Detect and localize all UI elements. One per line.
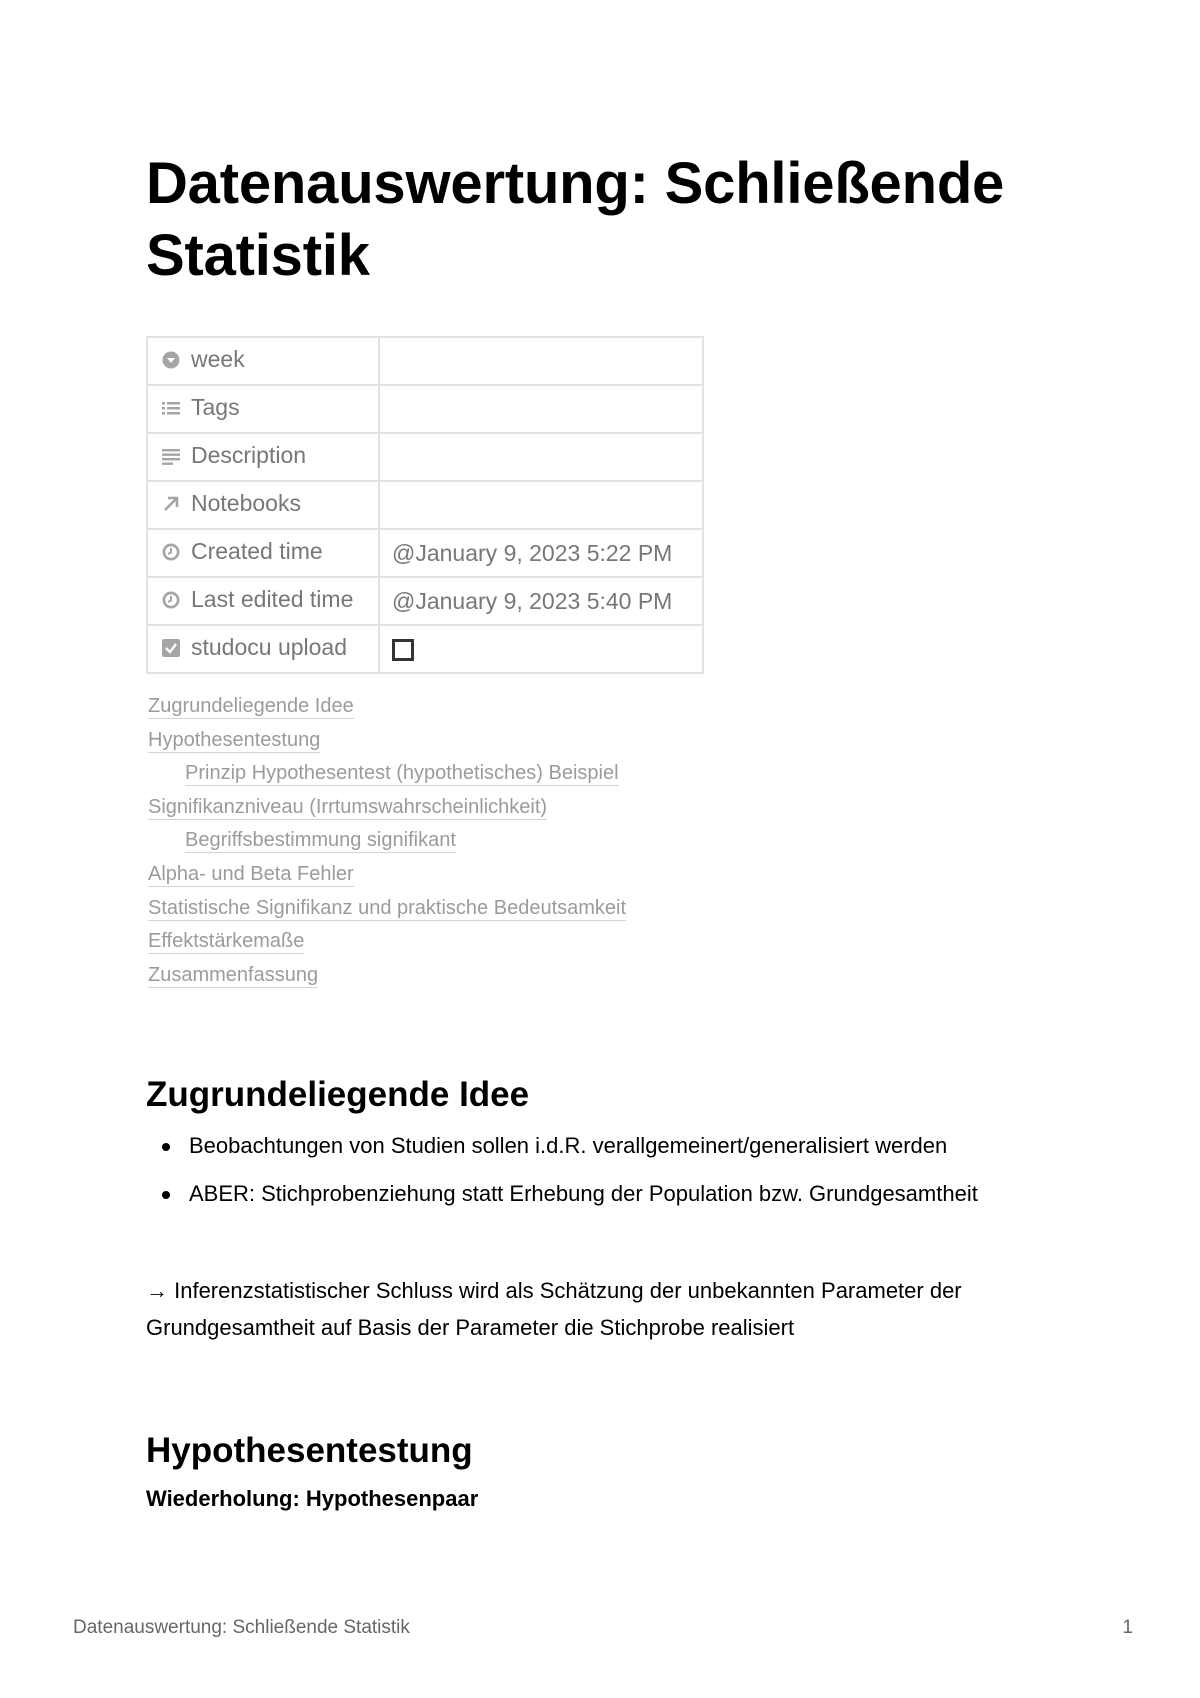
toc-item[interactable] xyxy=(148,925,626,959)
studocu-upload-checkbox[interactable] xyxy=(392,639,414,661)
toc-item[interactable] xyxy=(148,858,626,892)
text-icon xyxy=(160,445,182,467)
toc-link[interactable]: Statistische Signifikanz und praktische Bedeutsamkeit xyxy=(148,896,627,919)
clock-icon xyxy=(160,541,182,563)
property-row-week[interactable] xyxy=(147,337,703,385)
property-row-created-time[interactable] xyxy=(147,529,703,577)
property-value[interactable] xyxy=(379,481,703,529)
property-value[interactable] xyxy=(379,433,703,481)
footer-title: Datenauswertung: Schließende Statistik xyxy=(73,1617,410,1638)
property-value[interactable] xyxy=(379,337,703,385)
select-icon xyxy=(160,349,182,371)
property-name: Last edited time xyxy=(191,586,354,613)
toc-item[interactable] xyxy=(148,892,626,926)
toc-link[interactable]: Zugrundeliegende Idee xyxy=(148,695,354,717)
toc-item[interactable] xyxy=(148,824,626,858)
property-row-last-edited-time[interactable] xyxy=(147,577,703,625)
created-time-value[interactable]: @January 9, 2023 5:22 PM xyxy=(379,529,703,577)
page-number: 1 xyxy=(1122,1617,1133,1638)
toc-link[interactable]: Prinzip Hypothesentest (hypothetisches) Beispiel xyxy=(185,762,619,785)
list-item: Beobachtungen von Studien sollen i.d.R. verallgemeinert/generalisiert werden xyxy=(146,1128,1066,1164)
checkbox-property-icon xyxy=(160,637,182,659)
property-row-studocu-upload[interactable] xyxy=(147,625,703,673)
toc-link[interactable]: Signifikanzniveau (Irrtumswahrscheinlichkeit) xyxy=(148,795,548,818)
property-row-notebooks[interactable] xyxy=(147,481,703,529)
toc-link[interactable]: Hypothesentestung xyxy=(148,728,321,751)
property-value[interactable] xyxy=(379,385,703,433)
toc-item[interactable] xyxy=(148,690,626,724)
toc-item[interactable] xyxy=(148,724,626,758)
section-heading-idee: Zugrundeliegende Idee xyxy=(146,1075,530,1114)
section-heading-hypothesentestung: Hypothesentestung xyxy=(146,1431,473,1470)
relation-arrow-icon xyxy=(160,493,182,515)
table-of-contents xyxy=(148,690,626,992)
toc-link[interactable]: Alpha- und Beta Fehler xyxy=(148,862,354,885)
property-name: studocu upload xyxy=(191,634,348,661)
bullet-list xyxy=(146,1128,1066,1224)
toc-link[interactable]: Effektstärkemaße xyxy=(148,930,305,953)
clock-icon xyxy=(160,589,182,611)
property-name: Description xyxy=(191,442,307,469)
last-edited-time-value[interactable]: @January 9, 2023 5:40 PM xyxy=(379,577,703,625)
list-item: ABER: Stichprobenziehung statt Erhebung der Population bzw. Grundgesamtheit xyxy=(146,1176,1066,1212)
toc-item[interactable] xyxy=(148,959,626,993)
paragraph: → Inferenzstatistischer Schluss wird als Schätzung der unbekannten Parameter der Grundgesamtheit auf Basis der Parameter die Stichprobe realisiert xyxy=(146,1278,962,1340)
toc-link[interactable]: Zusammenfassung xyxy=(148,963,319,986)
properties-table xyxy=(146,336,704,674)
toc-link[interactable]: Begriffsbestimmung signifikant xyxy=(185,829,456,852)
property-name: Created time xyxy=(191,538,323,565)
property-row-description[interactable] xyxy=(147,433,703,481)
multi-select-icon xyxy=(160,397,182,419)
subheading: Wiederholung: Hypothesenpaar xyxy=(146,1486,479,1511)
property-name: week xyxy=(191,346,245,373)
property-name: Tags xyxy=(191,394,240,421)
property-name: Notebooks xyxy=(191,490,301,517)
page-title: Datenauswertung: Schließende Statistik xyxy=(146,151,1005,288)
toc-item[interactable] xyxy=(148,791,626,825)
toc-item[interactable] xyxy=(148,757,626,791)
property-row-tags[interactable] xyxy=(147,385,703,433)
